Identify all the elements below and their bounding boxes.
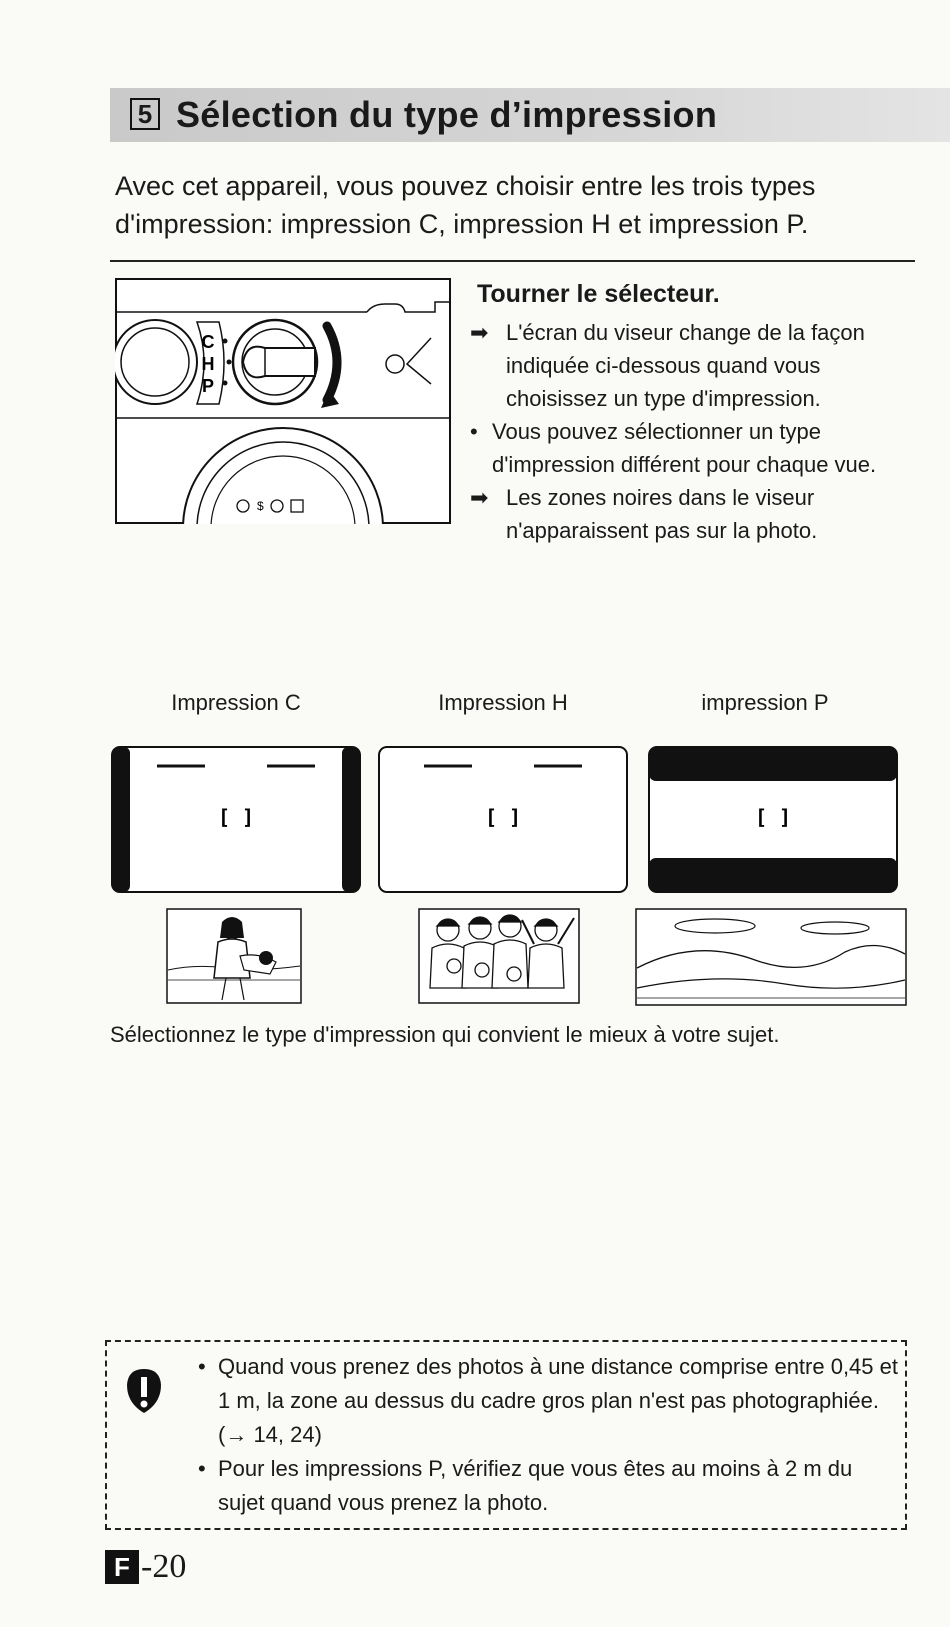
arrow-icon: ➡ (470, 485, 489, 510)
bullet-icon: • (470, 419, 478, 444)
note-item (470, 415, 910, 481)
print-type-label-c: Impression C (171, 690, 301, 715)
caution-icon (124, 1367, 164, 1415)
section-number: 5 (130, 98, 160, 130)
note-text: L'écran du viseur change de la façon indiquée ci-dessous quand vous choisissez un type d'impression. (506, 320, 865, 411)
page-number: -20 (141, 1548, 187, 1585)
warning-item-text: Quand vous prenez des photos à une distance comprise entre 0,45 et 1 m, la zone au dessus du cadre gros plan n'est pas photographiée. (→ 14, 24) (218, 1354, 898, 1447)
arrow-icon: ➡ (470, 320, 489, 345)
note-item (470, 316, 910, 415)
note-item (470, 481, 910, 547)
bullet-icon: • (198, 1456, 206, 1481)
step-title: Tourner le sélecteur. (477, 280, 720, 308)
closeup-frame-marks: [ ] (754, 805, 792, 829)
warning-item (198, 1452, 898, 1520)
dial-letter-p: P (201, 376, 215, 396)
viewfinder-c (111, 746, 361, 893)
closeup-frame-marks: [ ] (217, 805, 255, 829)
warning-item (198, 1350, 898, 1452)
camera-selector-illustration (115, 278, 451, 524)
warning-item-text: Pour les impressions P, vérifiez que vous êtes au moins à 2 m du sujet quand vous prenez la photo. (218, 1456, 853, 1515)
dial-letter-c: C (201, 332, 215, 352)
dial-letter-h: H (201, 354, 215, 374)
bullet-icon: • (198, 1354, 206, 1379)
note-text: Les zones noires dans le viseur n'apparaissent pas sur la photo. (506, 485, 818, 543)
warning-notes (198, 1350, 898, 1520)
sample-photo-p (635, 908, 907, 1006)
intro-paragraph: Avec cet appareil, vous pouvez choisir entre les trois types d'impression: impression C, impression H et impression P. (115, 171, 816, 239)
page-footer (105, 1547, 186, 1587)
figure-caption: Sélectionnez le type d'impression qui convient le mieux à votre sujet. (110, 1022, 780, 1047)
closeup-frame-marks: [ ] (484, 805, 522, 829)
note-text: Vous pouvez sélectionner un type d'impression différent pour chaque vue. (492, 419, 877, 477)
viewfinder-p (648, 746, 898, 893)
section-title: Sélection du type d’impression (176, 94, 718, 135)
section-divider (110, 260, 915, 262)
sample-photo-h (418, 908, 580, 1004)
language-badge: F (105, 1550, 139, 1584)
flash-slow-icon: $ (257, 499, 264, 513)
print-type-label-h: Impression H (438, 690, 568, 715)
sample-photo-c (166, 908, 302, 1004)
viewfinder-h (378, 746, 628, 893)
print-type-label-p: impression P (701, 690, 829, 715)
instruction-notes (470, 316, 910, 547)
